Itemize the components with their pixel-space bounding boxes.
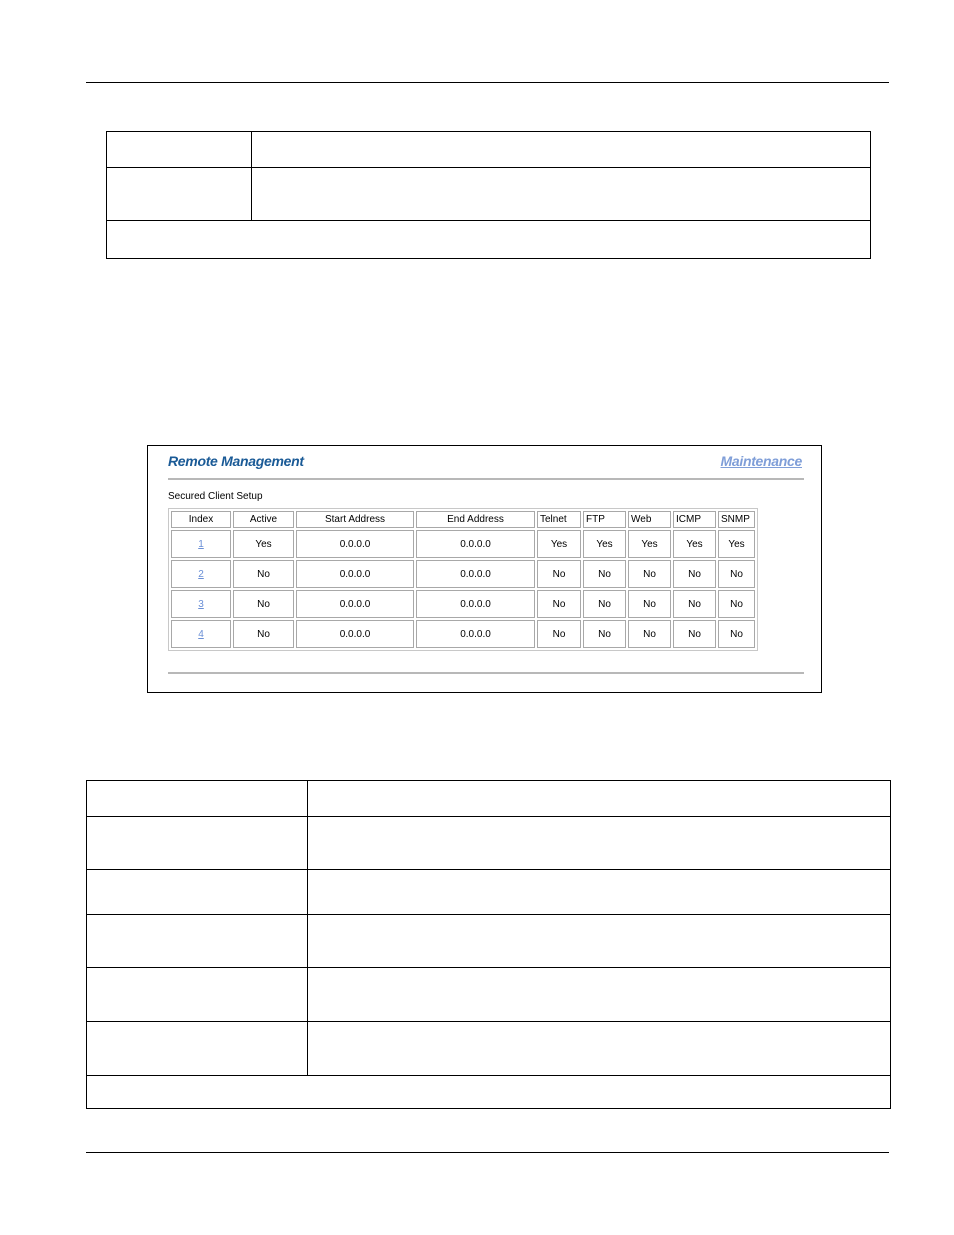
ftp-cell: Yes [583,530,626,558]
table-row [87,1021,890,1076]
start-address-cell: 0.0.0.0 [296,590,414,618]
page-title: Remote Management [168,453,304,469]
icmp-cell: No [673,620,716,648]
end-address-cell: 0.0.0.0 [416,530,535,558]
column-header-snmp: SNMP [718,511,755,528]
start-address-cell: 0.0.0.0 [296,560,414,588]
table-row [171,560,755,588]
icmp-cell: No [673,560,716,588]
end-address-cell: 0.0.0.0 [416,620,535,648]
maintenance-link[interactable]: Maintenance [720,453,802,469]
index-cell [171,620,231,648]
table-row [171,590,755,618]
icmp-cell: No [673,590,716,618]
column-header-index: Index [171,511,231,528]
table-row [171,620,755,648]
index-link-3[interactable]: 3 [198,598,204,610]
table-row [87,781,890,817]
end-address-cell: 0.0.0.0 [416,560,535,588]
end-address-cell: 0.0.0.0 [416,590,535,618]
column-header-ftp: FTP [583,511,626,528]
active-cell: Yes [233,530,294,558]
secured-client-table [168,508,758,651]
index-link-1[interactable]: 1 [198,538,204,550]
ftp-cell: No [583,590,626,618]
ftp-cell: No [583,560,626,588]
web-cell: Yes [628,530,671,558]
start-address-cell: 0.0.0.0 [296,530,414,558]
remote-management-screenshot [147,445,822,693]
column-header-end-address: End Address [416,511,535,528]
active-cell: No [233,590,294,618]
footer-rule [86,1152,889,1153]
ftp-cell: No [583,620,626,648]
header-rule [86,82,889,83]
index-link-2[interactable]: 2 [198,568,204,580]
active-cell: No [233,620,294,648]
telnet-cell: No [537,620,581,648]
table-row [87,967,890,1022]
telnet-cell: No [537,560,581,588]
snmp-cell: No [718,620,755,648]
web-cell: No [628,590,671,618]
table-header-row [171,511,755,528]
index-link-4[interactable]: 4 [198,628,204,640]
start-address-cell: 0.0.0.0 [296,620,414,648]
index-cell [171,560,231,588]
snmp-cell: No [718,560,755,588]
snmp-cell: No [718,590,755,618]
web-cell: No [628,560,671,588]
telnet-cell: No [537,590,581,618]
active-cell: No [233,560,294,588]
column-header-web: Web [628,511,671,528]
index-cell [171,530,231,558]
web-cell: No [628,620,671,648]
column-header-icmp: ICMP [673,511,716,528]
divider [168,478,804,480]
table-row [87,869,890,915]
field-description-table-top [106,131,871,259]
table-row [171,530,755,558]
column-divider [251,132,252,220]
telnet-cell: Yes [537,530,581,558]
table-row [107,132,870,168]
snmp-cell: Yes [718,530,755,558]
index-cell [171,590,231,618]
column-header-telnet: Telnet [537,511,581,528]
column-header-active: Active [233,511,294,528]
section-label: Secured Client Setup [168,491,263,502]
table-row [87,816,890,870]
column-header-start-address: Start Address [296,511,414,528]
column-divider [307,781,308,1075]
divider [168,672,804,674]
icmp-cell: Yes [673,530,716,558]
table-row [107,167,870,221]
field-description-table-bottom [86,780,891,1109]
table-row [87,914,890,968]
